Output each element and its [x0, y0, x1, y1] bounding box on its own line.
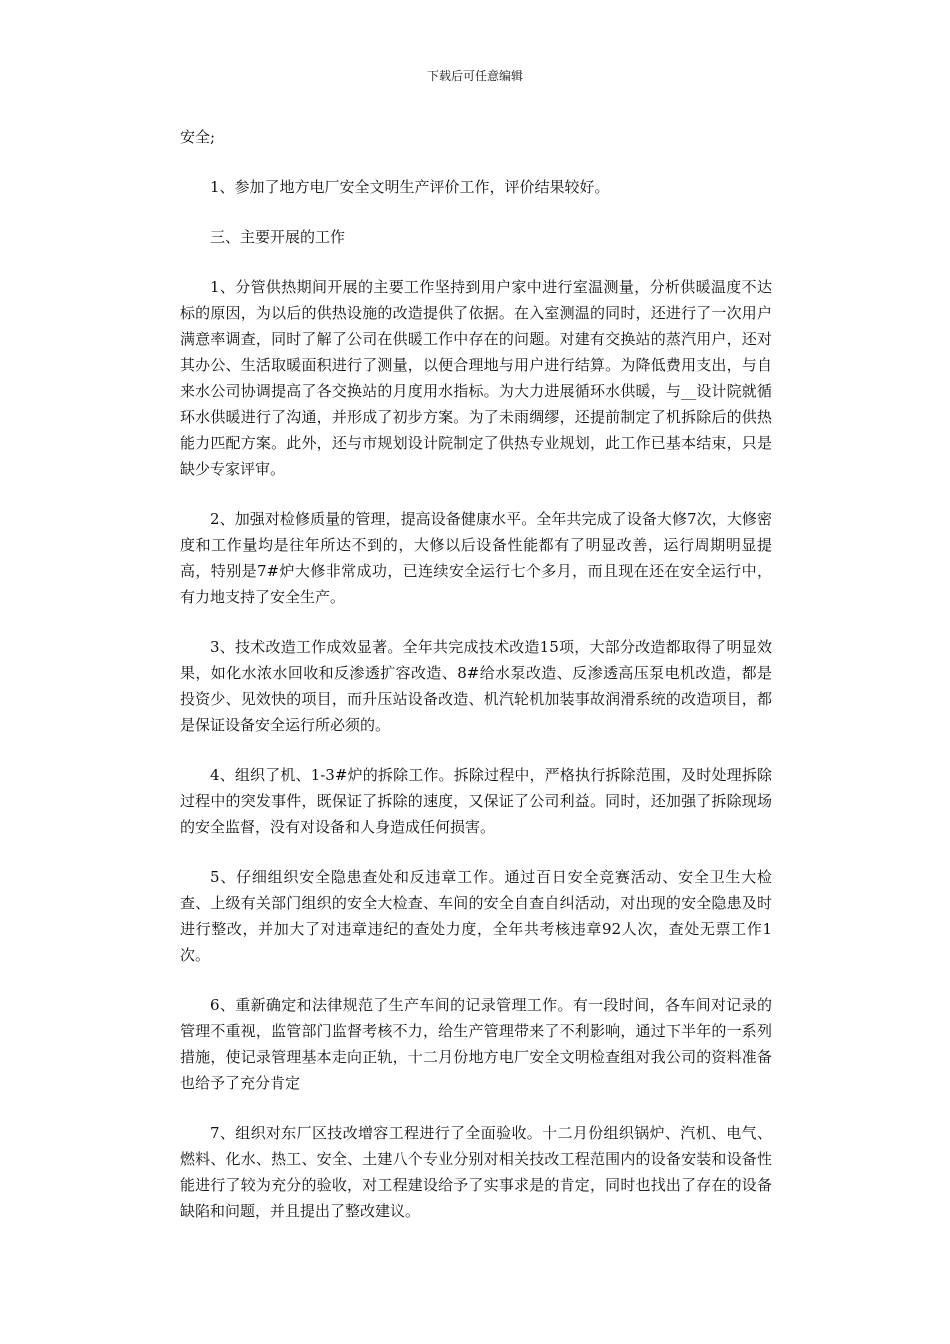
- section-heading: 三、主要开展的工作: [210, 228, 346, 246]
- paragraph-item-4: 4、组织了机、1-3#炉的拆除工作。拆除过程中，严格执行拆除范围，及时处理拆除过程中的突发事件，既保证了拆除的速度，又保证了公司利益。同时，还加强了拆除现场的安全监督，没有对设备和人身造成任何损害。: [180, 766, 772, 836]
- paragraph-item-1: 1、分管供热期间开展的主要工作坚持到用户家中进行室温测量，分析供暖温度不达标的原因，为以后的供热设施的改造提供了依据。在入室测温的同时，还进行了一次用户满意率调查，同时了解了公司在供暖工作中存在的问题。对建有交换站的蒸汽用户，还对其办公、生活取暖面积进行了测量，以便合理地与用户进行结算。为降低费用支出，与自来水公司协调提高了各交换站的月度用水指标。为大力进展循环水供暖，与__设计院就循环水供暖进行了沟通，并形成了初步方案。为了未雨绸缪，还提前制定了机拆除后的供热能力匹配方案。此外，还与市规划设计院制定了供热专业规划，此工作已基本结束，只是缺少专家评审。: [180, 278, 772, 478]
- paragraph-item-5: 5、仔细组织安全隐患查处和反违章工作。通过百日安全竞赛活动、安全卫生大检查、上级有关部门组织的安全大检查、车间的安全自查自纠活动，对出现的安全隐患及时进行整改，并加大了对违章违纪的查处力度，全年共考核违章92人次，查处无票工作1次。: [180, 868, 772, 964]
- page-header: 下载后可任意编辑: [426, 69, 523, 83]
- paragraph-item-2: 2、加强对检修质量的管理，提高设备健康水平。全年共完成了设备大修7次，大修密度和工作量均是往年所达不到的，大修以后设备性能都有了明显改善，运行周期明显提高，特别是7#炉大修非常成功，已连续安全运行七个多月，而且现在还在安全运行中，有力地支持了安全生产。: [180, 510, 772, 606]
- document-body: [180, 124, 772, 1248]
- paragraph-item-3: 3、技术改造工作成效显著。全年共完成技术改造15项，大部分改造都取得了明显效果，如化水浓水回收和反渗透扩容改造、8#给水泵改造、反渗透高压泵电机改造，都是投资少、见效快的项目，而升压站设备改造、机汽轮机加装事故润滑系统的改造项目，都是保证设备安全运行所必须的。: [180, 638, 772, 734]
- paragraph-evaluation: 1、参加了地方电厂安全文明生产评价工作，评价结果较好。: [210, 178, 610, 196]
- paragraph-item-6: 6、重新确定和法律规范了生产车间的记录管理工作。有一段时间，各车间对记录的管理不重视，监管部门监督考核不力，给生产管理带来了不利影响，通过下半年的一系列措施，使记录管理基本走向正轨，十二月份地方电厂安全文明检查组对我公司的资料准备也给予了充分肯定: [180, 996, 772, 1092]
- paragraph-safety: 安全;: [180, 128, 216, 146]
- paragraph-item-7: 7、组织对东厂区技改增容工程进行了全面验收。十二月份组织锅炉、汽机、电气、燃料、化水、热工、安全、土建八个专业分别对相关技改工程范围内的设备安装和设备性能进行了较为充分的验收，对工程建设给予了实事求是的肯定，同时也找出了存在的设备缺陷和问题，并且提出了整改建议。: [180, 1124, 772, 1220]
